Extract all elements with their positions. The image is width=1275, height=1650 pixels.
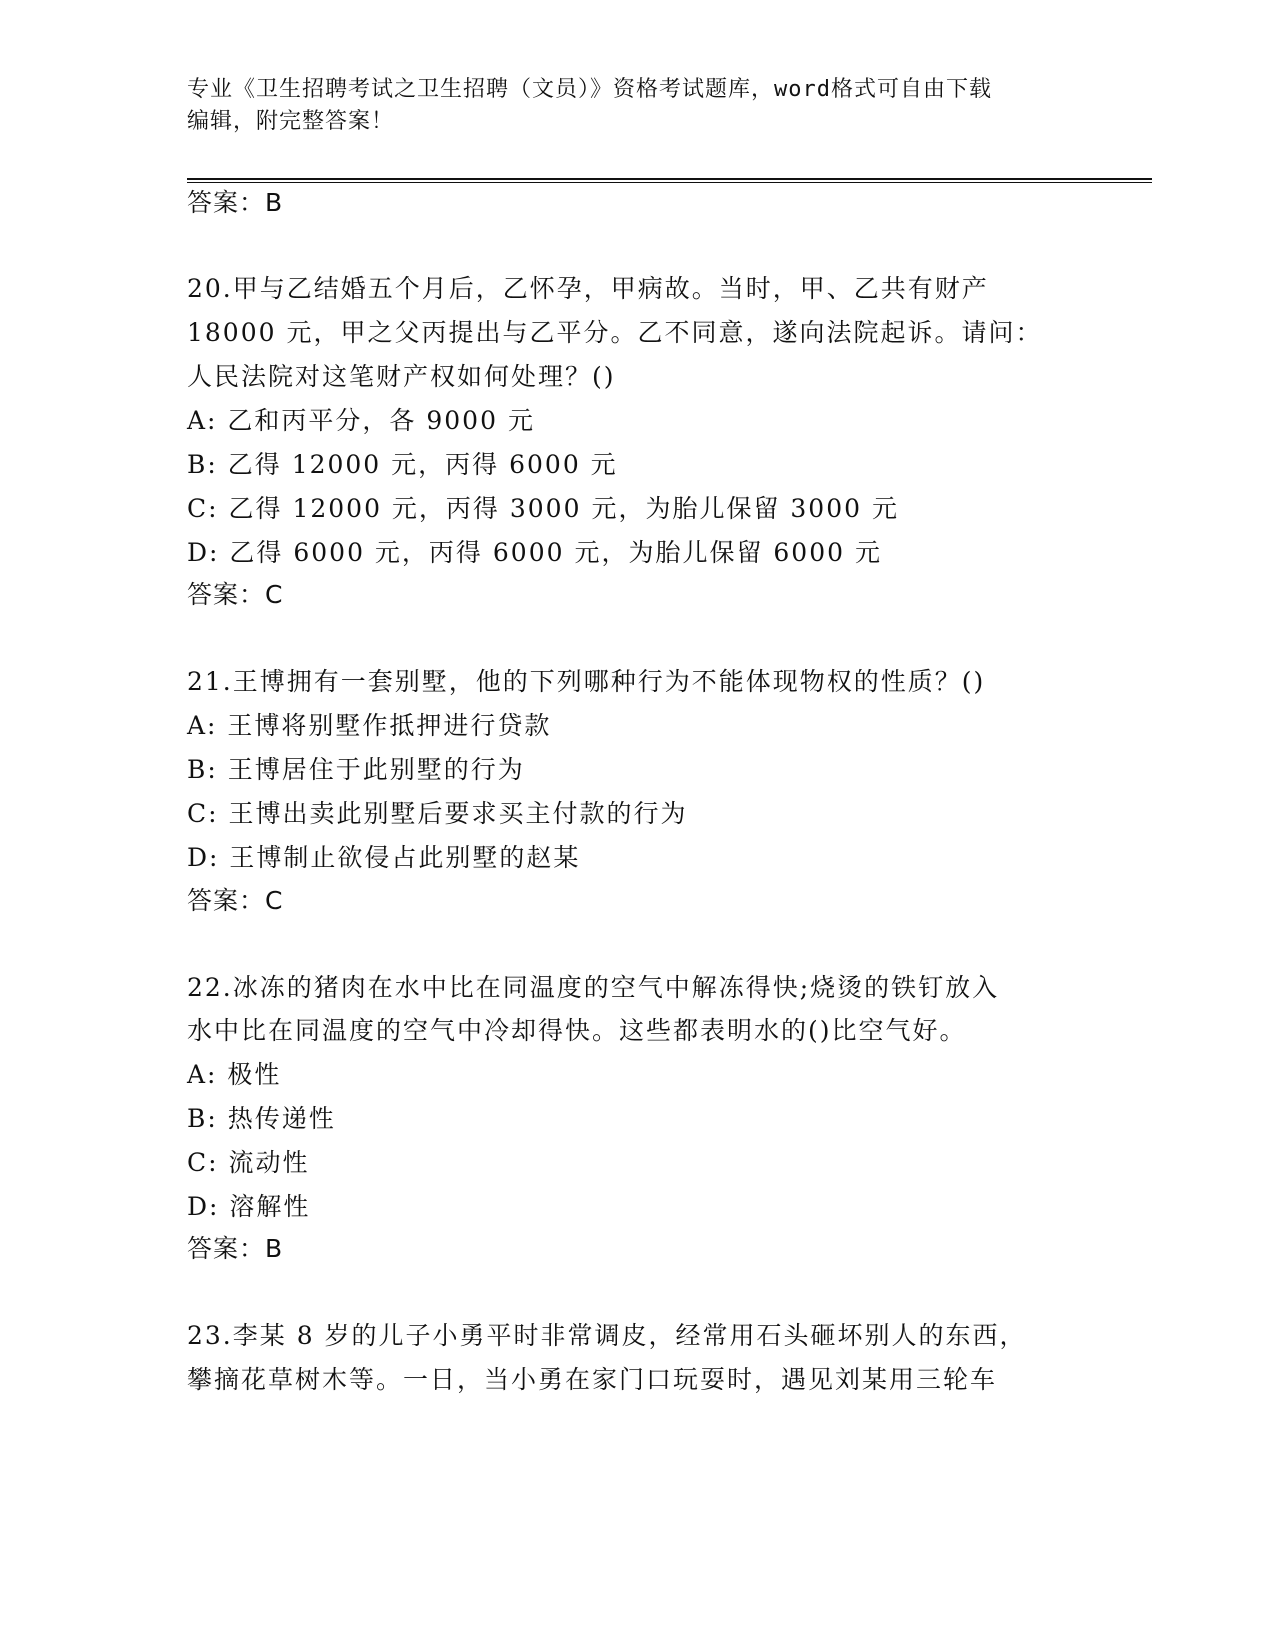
header-line-1: 专业《卫生招聘考试之卫生招聘（文员）》资格考试题库，word格式可自由下载 — [187, 77, 992, 102]
header-divider-thin — [187, 182, 1152, 183]
question-20-option-b: B: 乙得 12000 元，丙得 6000 元 — [187, 450, 618, 479]
question-22-option-d: D: 溶解性 — [187, 1192, 311, 1221]
question-20-option-c: C: 乙得 12000 元，丙得 3000 元，为胎儿保留 3000 元 — [187, 494, 899, 523]
question-20-stem-line-3: 人民法院对这笔财产权如何处理？() — [187, 362, 616, 391]
question-20-answer: 答案：C — [187, 580, 284, 609]
question-23-stem-line-2: 攀摘花草树木等。一日，当小勇在家门口玩耍时，遇见刘某用三轮车 — [187, 1365, 998, 1394]
question-23-stem-line-1: 23.李某 8 岁的儿子小勇平时非常调皮，经常用石头砸坏别人的东西， — [187, 1321, 1027, 1350]
question-21-option-d: D: 王博制止欲侵占此别墅的赵某 — [187, 843, 581, 872]
question-21-option-a: A: 王博将别墅作抵押进行贷款 — [187, 711, 552, 740]
question-22-option-c: C: 流动性 — [187, 1148, 310, 1177]
question-20-option-a: A: 乙和丙平分，各 9000 元 — [187, 406, 535, 435]
question-21-option-c: C: 王博出卖此别墅后要求买主付款的行为 — [187, 799, 688, 828]
prev-answer: 答案：B — [187, 188, 284, 217]
question-22-stem-line-2: 水中比在同温度的空气中冷却得快。这些都表明水的()比空气好。 — [187, 1016, 967, 1045]
question-22-stem-line-1: 22.冰冻的猪肉在水中比在同温度的空气中解冻得快;烧烫的铁钉放入 — [187, 973, 1000, 1002]
question-20-option-d: D: 乙得 6000 元，丙得 6000 元，为胎儿保留 6000 元 — [187, 538, 882, 567]
question-21-answer: 答案：C — [187, 886, 284, 915]
question-21-option-b: B: 王博居住于此别墅的行为 — [187, 755, 525, 784]
header-divider — [187, 178, 1152, 180]
document-header — [187, 74, 1087, 138]
question-20-stem-line-2: 18000 元，甲之父丙提出与乙平分。乙不同意，遂向法院起诉。请问： — [187, 318, 1043, 347]
question-22-answer: 答案：B — [187, 1234, 284, 1263]
header-line-2: 编辑，附完整答案！ — [187, 109, 395, 134]
question-21-stem-line-1: 21.王博拥有一套别墅，他的下列哪种行为不能体现物权的性质？() — [187, 667, 986, 696]
question-20-stem-line-1: 20.甲与乙结婚五个月后，乙怀孕，甲病故。当时，甲、乙共有财产 — [187, 274, 989, 303]
question-22-option-b: B: 热传递性 — [187, 1104, 336, 1133]
question-22-option-a: A: 极性 — [187, 1060, 282, 1089]
